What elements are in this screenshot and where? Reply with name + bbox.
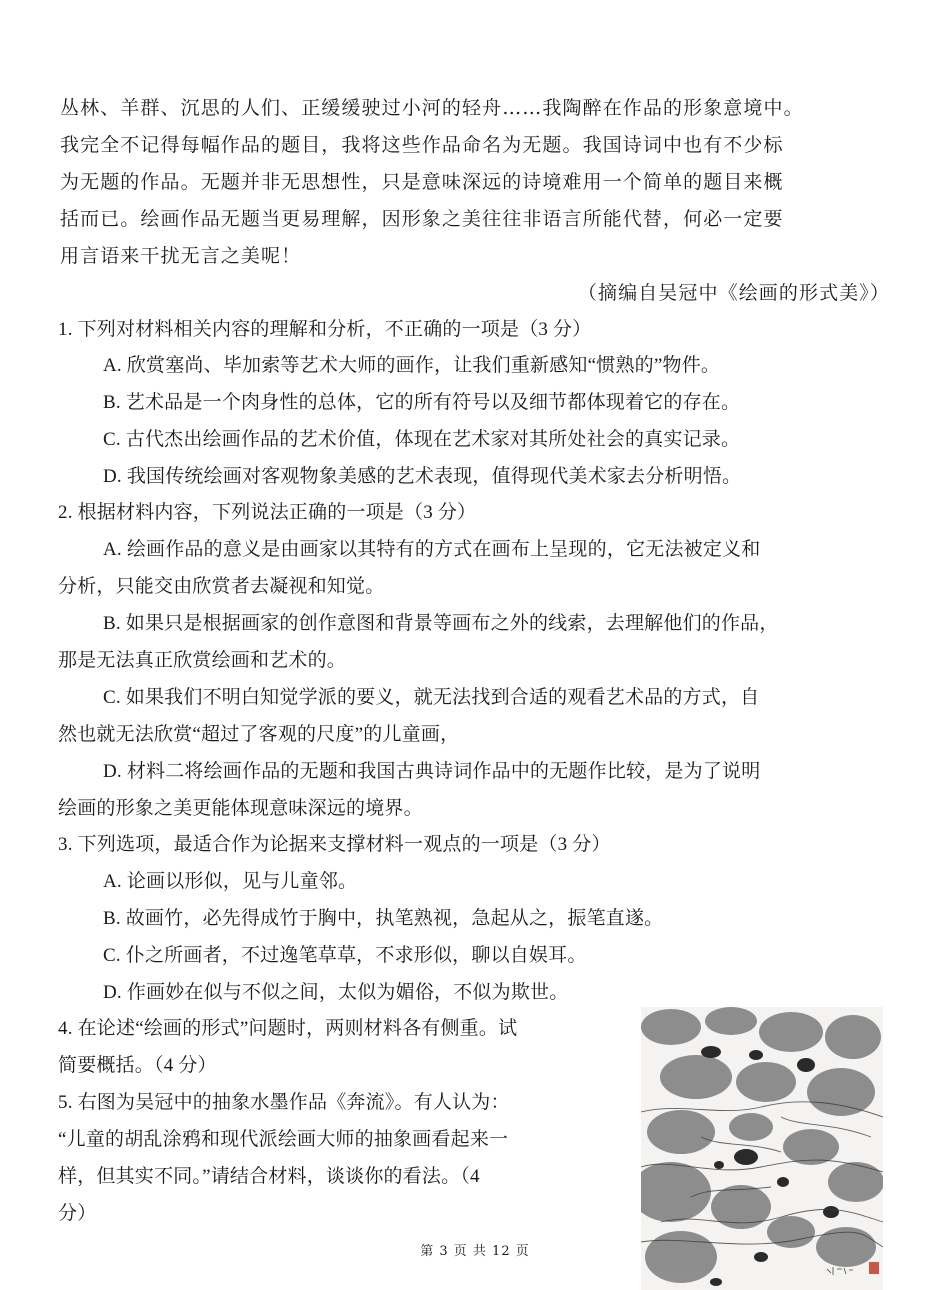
q3-option-c: C. 仆之所画者，不过逸笔草草，不求形似，聊以自娱耳。 — [103, 945, 587, 966]
q1-option-c: C. 古代杰出绘画作品的艺术价值，体现在艺术家对其所处社会的真实记录。 — [103, 429, 741, 450]
q3-option-b: B. 故画竹，必先得成竹于胸中，执笔熟视，急起从之，振笔直遂。 — [103, 908, 664, 929]
q2-option-d-cont: 绘画的形象之美更能体现意味深远的境界。 — [58, 798, 423, 819]
q2-option-c: C. 如果我们不明白知觉学派的要义，就无法找到合适的观看艺术品的方式，自 — [103, 687, 760, 708]
q2-option-c-cont: 然也就无法欣赏“超过了客观的尺度”的儿童画， — [58, 724, 460, 745]
passage-line: 丛林、羊群、沉思的人们、正缓缓驶过小河的轻舟……我陶醉在作品的形象意境中。 — [60, 97, 804, 119]
q5-stem-cont: 分） — [58, 1203, 97, 1224]
q3-option-a: A. 论画以形似，见与儿童邻。 — [103, 871, 358, 892]
passage-line: 用言语来干扰无言之美呢！ — [60, 245, 302, 267]
page-number-footer: 第 3 页 共 12 页 — [420, 1244, 530, 1259]
q1-option-d: D. 我国传统绘画对客观物象美感的艺术表现，值得现代美术家去分析明悟。 — [103, 466, 742, 487]
passage-line: 我完全不记得每幅作品的题目，我将这些作品命名为无题。我国诗词中也有不少标 — [60, 134, 784, 156]
q1-option-b: B. 艺术品是一个肉身性的总体，它的所有符号以及细节都体现着它的存在。 — [103, 392, 741, 413]
q5-stem-cont: “儿童的胡乱涂鸦和现代派绘画大师的抽象画看起来一 — [58, 1129, 509, 1150]
q2-option-a: A. 绘画作品的意义是由画家以其特有的方式在画布上呈现的，它无法被定义和 — [103, 539, 761, 560]
q5-stem: 5. 右图为吴冠中的抽象水墨作品《奔流》。有人认为： — [58, 1092, 510, 1113]
q2-option-b: B. 如果只是根据画家的创作意图和背景等画布之外的线索，去理解他们的作品， — [103, 613, 779, 634]
q5-stem-cont: 样，但其实不同。”请结合材料，谈谈你的看法。（4 — [58, 1166, 480, 1187]
q4-stem: 4. 在论述“绘画的形式”问题时，两则材料各有侧重。试 — [58, 1018, 518, 1039]
passage-line: 括而已。绘画作品无题当更易理解，因形象之美往往非语言所能代替，何必一定要 — [60, 208, 784, 230]
q2-option-b-cont: 那是无法真正欣赏绘画和艺术的。 — [58, 650, 347, 671]
source-citation: （摘编自吴冠中《绘画的形式美》） — [577, 282, 890, 304]
q4-stem-cont: 简要概括。（4 分） — [58, 1055, 217, 1076]
q1-option-a: A. 欣赏塞尚、毕加索等艺术大师的画作，让我们重新感知“惯熟的”物件。 — [103, 355, 721, 376]
q3-stem: 3. 下列选项，最适合作为论据来支撑材料一观点的一项是（3 分） — [58, 834, 611, 855]
q2-option-a-cont: 分析，只能交由欣赏者去凝视和知觉。 — [58, 576, 385, 597]
q1-stem: 1. 下列对材料相关内容的理解和分析，不正确的一项是（3 分） — [58, 319, 592, 340]
passage-line: 为无题的作品。无题并非无思想性，只是意味深远的诗境难用一个简单的题目来概 — [60, 171, 784, 193]
q2-stem: 2. 根据材料内容，下列说法正确的一项是（3 分） — [58, 502, 477, 523]
q2-option-d: D. 材料二将绘画作品的无题和我国古典诗词作品中的无题作比较，是为了说明 — [103, 761, 761, 782]
q3-option-d: D. 作画妙在似与不似之间，太似为媚俗，不似为欺世。 — [103, 982, 569, 1003]
